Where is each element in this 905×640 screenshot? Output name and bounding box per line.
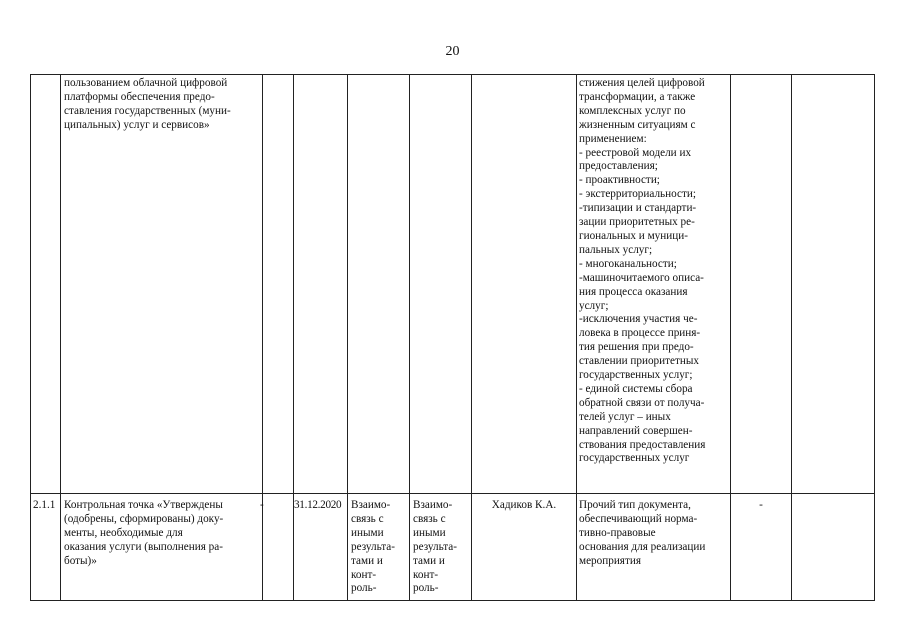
column-divider (409, 75, 410, 600)
column-divider (471, 75, 472, 600)
column-divider (293, 75, 294, 600)
checkpoint-start-date-cell: - (260, 499, 264, 511)
checkpoint-number-cell: 2.1.1 (33, 499, 56, 511)
checkpoint-successor-cell: Взаимо- связь с иными результа- тами и конт- роль- (413, 499, 457, 595)
column-divider (791, 75, 792, 600)
page-number: 20 (445, 44, 460, 59)
row-divider (31, 493, 874, 494)
checkpoint-predecessor-cell: Взаимо- связь с иными результа- тами и конт- роль- (351, 499, 395, 595)
checkpoint-responsible-cell: Хадиков К.А. (491, 499, 557, 511)
column-divider (347, 75, 348, 600)
plan-table (30, 74, 875, 601)
column-divider (262, 75, 263, 600)
column-divider (60, 75, 61, 600)
checkpoint-result-type-cell: Прочий тип документа, обеспечивающий норма- тивно-правовые основания для реализации мероприятия (579, 499, 706, 567)
checkpoint-end-date-cell: 31.12.2020 (294, 499, 342, 511)
continuation-name-cell: пользованием облачной цифровой платформы обеспечения предо- ставления государственных (муни- ципальных) услуг и сервисов» (64, 77, 231, 131)
checkpoint-name-cell: Контрольная точка «Утверждены (одобрены, сформированы) доку- менты, необходимые для оказания услуги (выполнения ра- боты)» (64, 499, 224, 567)
column-divider (730, 75, 731, 600)
checkpoint-level-cell: - (759, 499, 763, 511)
column-divider (576, 75, 577, 600)
continuation-result-cell: стижения целей цифровой трансформации, а также комплексных услуг по жизненным ситуациям с применением: - реестровой модели их предоставления; - проактивности; - экстерриториальности; -типизации и стандарти- зации приоритетных ре- гиональных и муници- пальных услуг; - многоканальности; -машиночитаемого описа- ния процесса оказания услуг; -исключения участия че- ловека в процессе приня- тия решения при предо- ставлении приоритетных государственных услуг; - единой системы сбора обратной связи от получа- телей услуг – иных направлений совершен- ствования предоставления государственных услуг (579, 77, 706, 465)
